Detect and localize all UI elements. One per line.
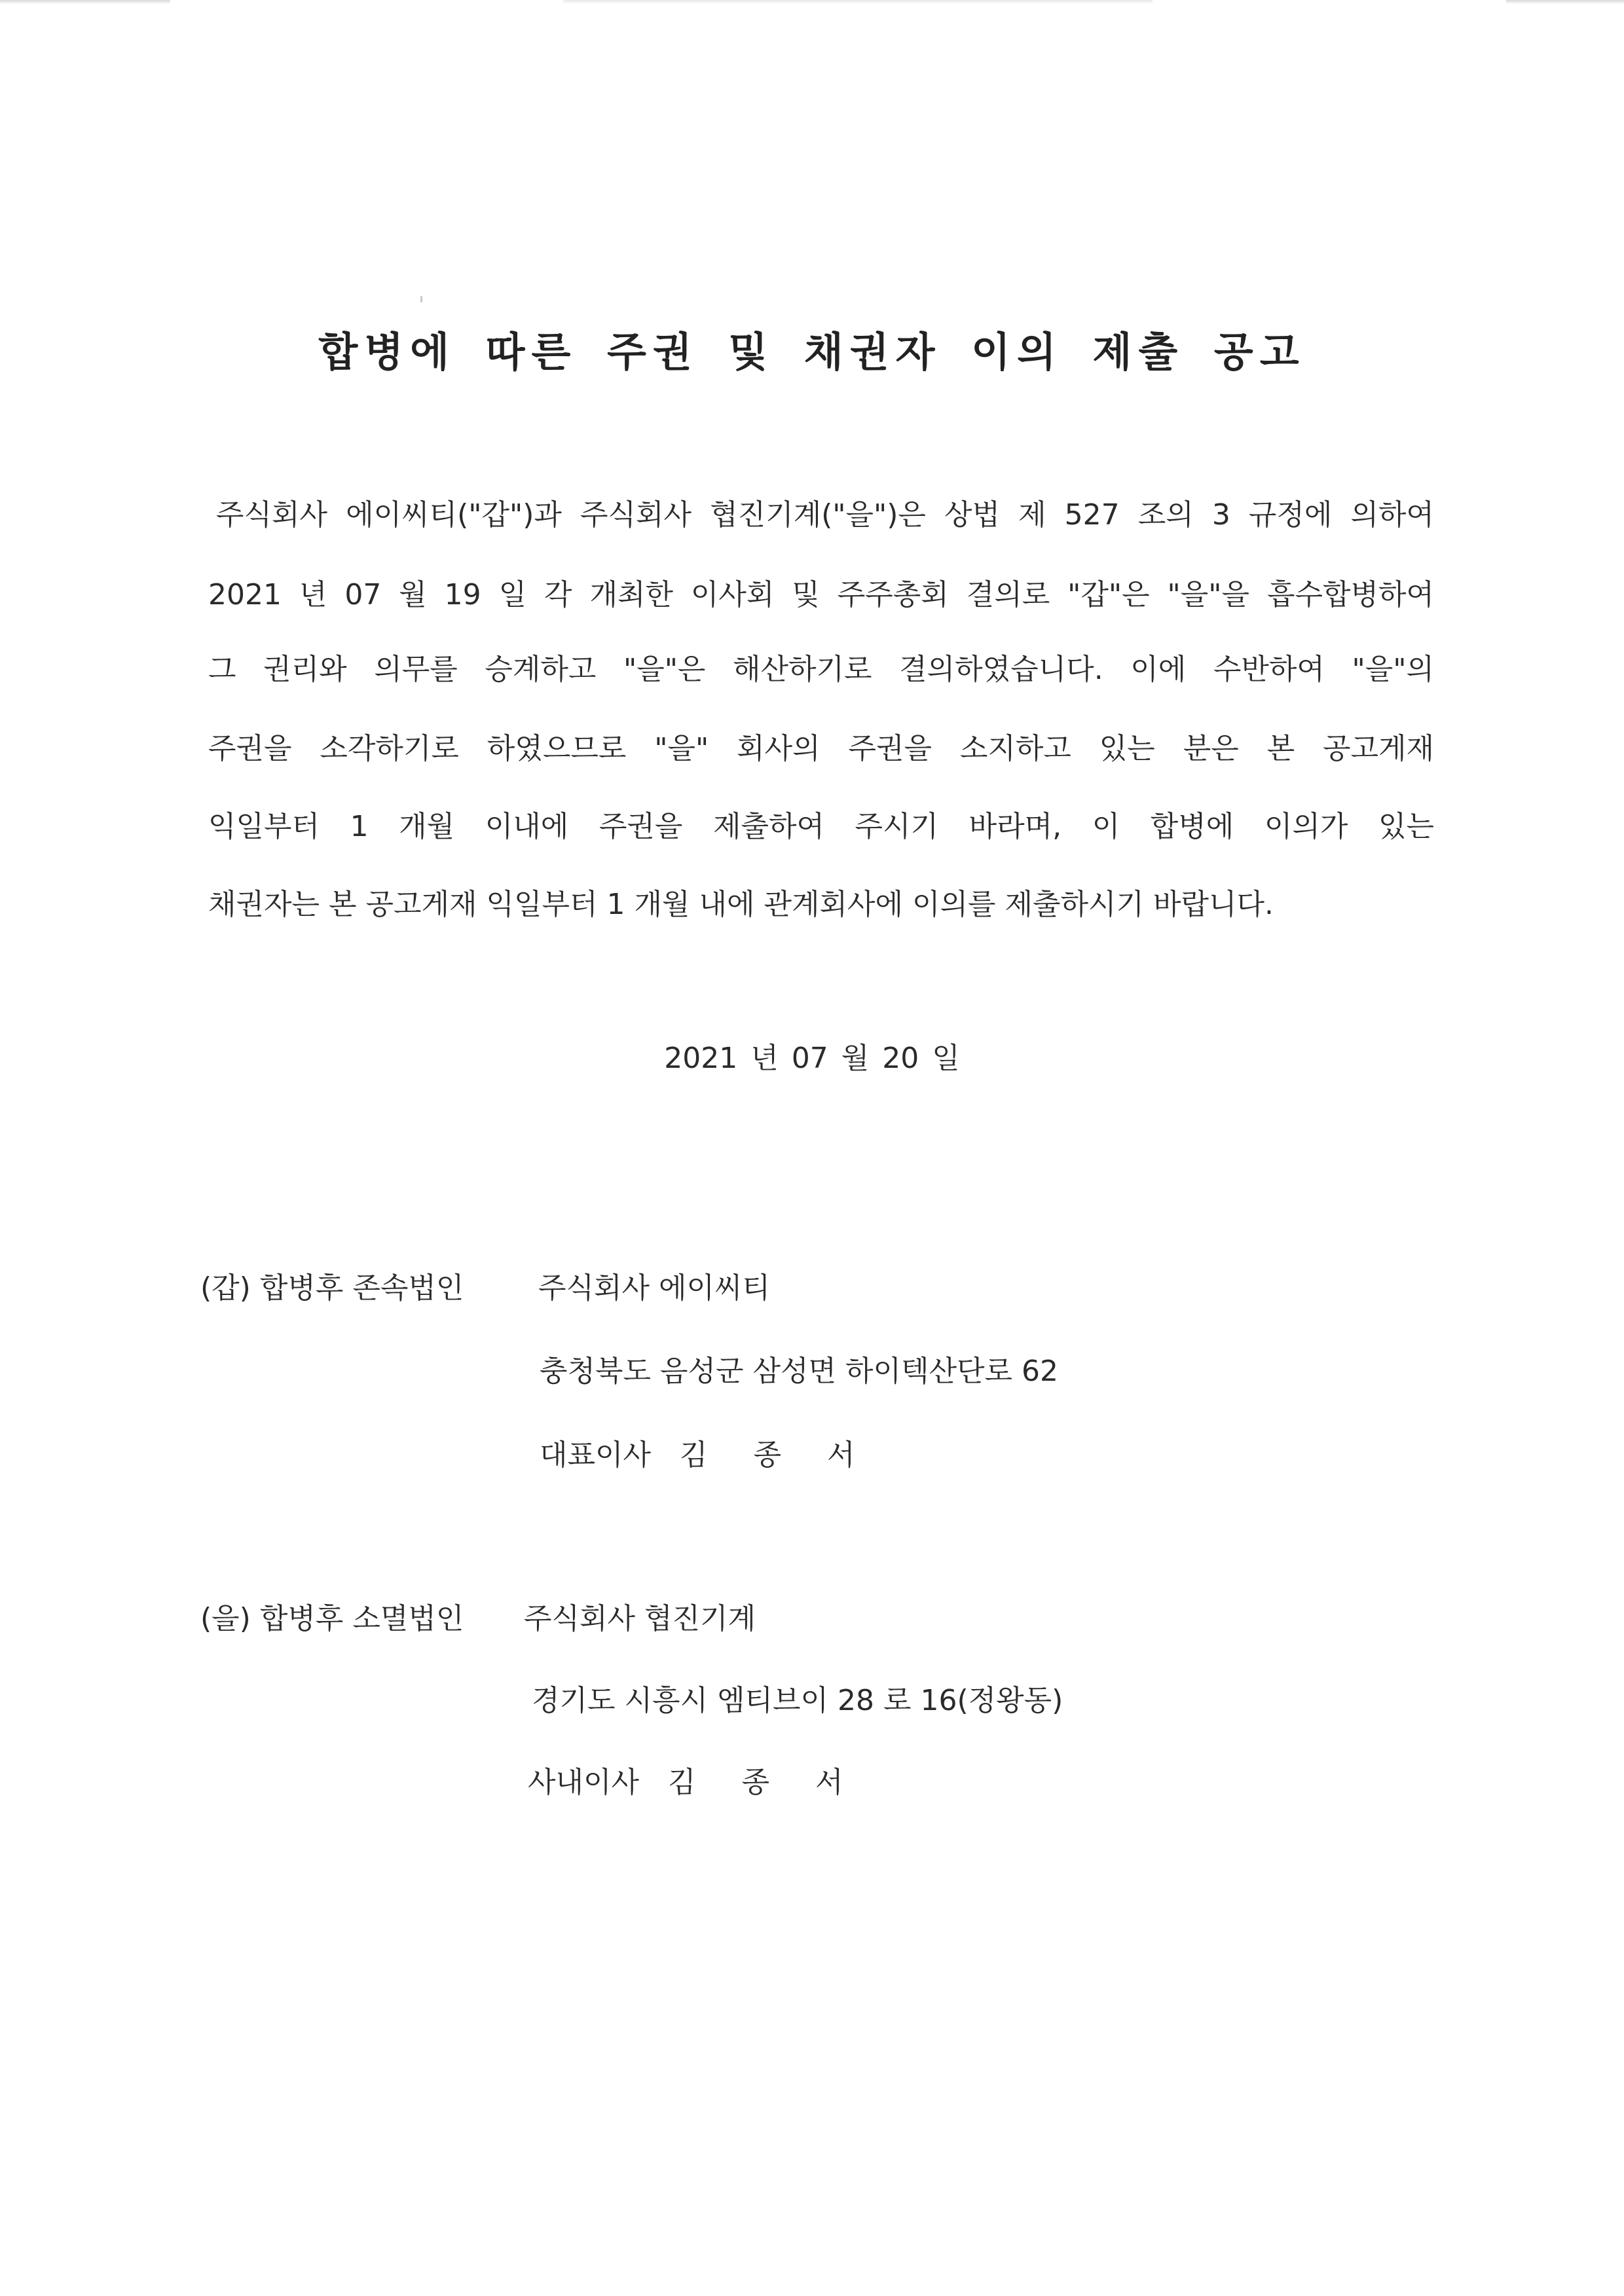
party-b-address: 경기도 시흥시 엠티브이 28 로 16(정왕동) (532, 1684, 1063, 1717)
notice-date: 2021 년 07 월 20 일 (664, 1042, 960, 1075)
party-b-representative (528, 1763, 862, 1802)
notice-body-line-2: 2021 년 07 월 19 일 각 개최한 이사회 및 주주총회 결의로 "갑"은 "을"을 흡수합병하여 (208, 578, 1434, 611)
party-a-label: (갑) 합병후 존속법인 (200, 1271, 464, 1305)
notice-body-line-3: 그 권리와 의무를 승계하고 "을"은 해산하기로 결의하였습니다. 이에 수반하여 "을"의 (208, 653, 1434, 686)
notice-body-line-6: 채권자는 본 공고게재 익일부터 1 개월 내에 관계회사에 이의를 제출하시기 바랍니다. (208, 888, 1274, 921)
party-b-rep-name: 김 종 서 (668, 1766, 862, 1799)
notice-body-line-5: 익일부터 1 개월 이내에 주권을 제출하여 주시기 바라며, 이 합병에 이의가 있는 (208, 810, 1434, 843)
party-a-company: 주식회사 에이씨티 (538, 1271, 771, 1305)
notice-body-line-1: 주식회사 에이씨티("갑")과 주식회사 협진기계("을")은 상법 제 527 조의 3 규정에 의하여 (216, 498, 1434, 532)
party-a-rep-name: 김 종 서 (680, 1438, 874, 1472)
party-b-company: 주식회사 협진기계 (524, 1602, 756, 1635)
party-b-label: (을) 합병후 소멸법인 (200, 1602, 464, 1635)
notice-title: 합병에 따른 주권 및 채권자 이의 제출 공고 (318, 328, 1306, 376)
scan-speck (420, 296, 422, 302)
scan-edge-right (1506, 0, 1624, 4)
scan-edge-center (563, 0, 1153, 4)
scan-edge-left (0, 0, 170, 4)
party-a-representative (540, 1436, 874, 1475)
party-b-rep-title: 사내이사 (528, 1766, 640, 1799)
notice-body-line-4: 주권을 소각하기로 하였으므로 "을" 회사의 주권을 소지하고 있는 분은 본 공고게재 (208, 732, 1434, 765)
party-a-rep-title: 대표이사 (540, 1438, 652, 1472)
party-a-address: 충청북도 음성군 삼성면 하이텍산단로 62 (540, 1355, 1058, 1388)
